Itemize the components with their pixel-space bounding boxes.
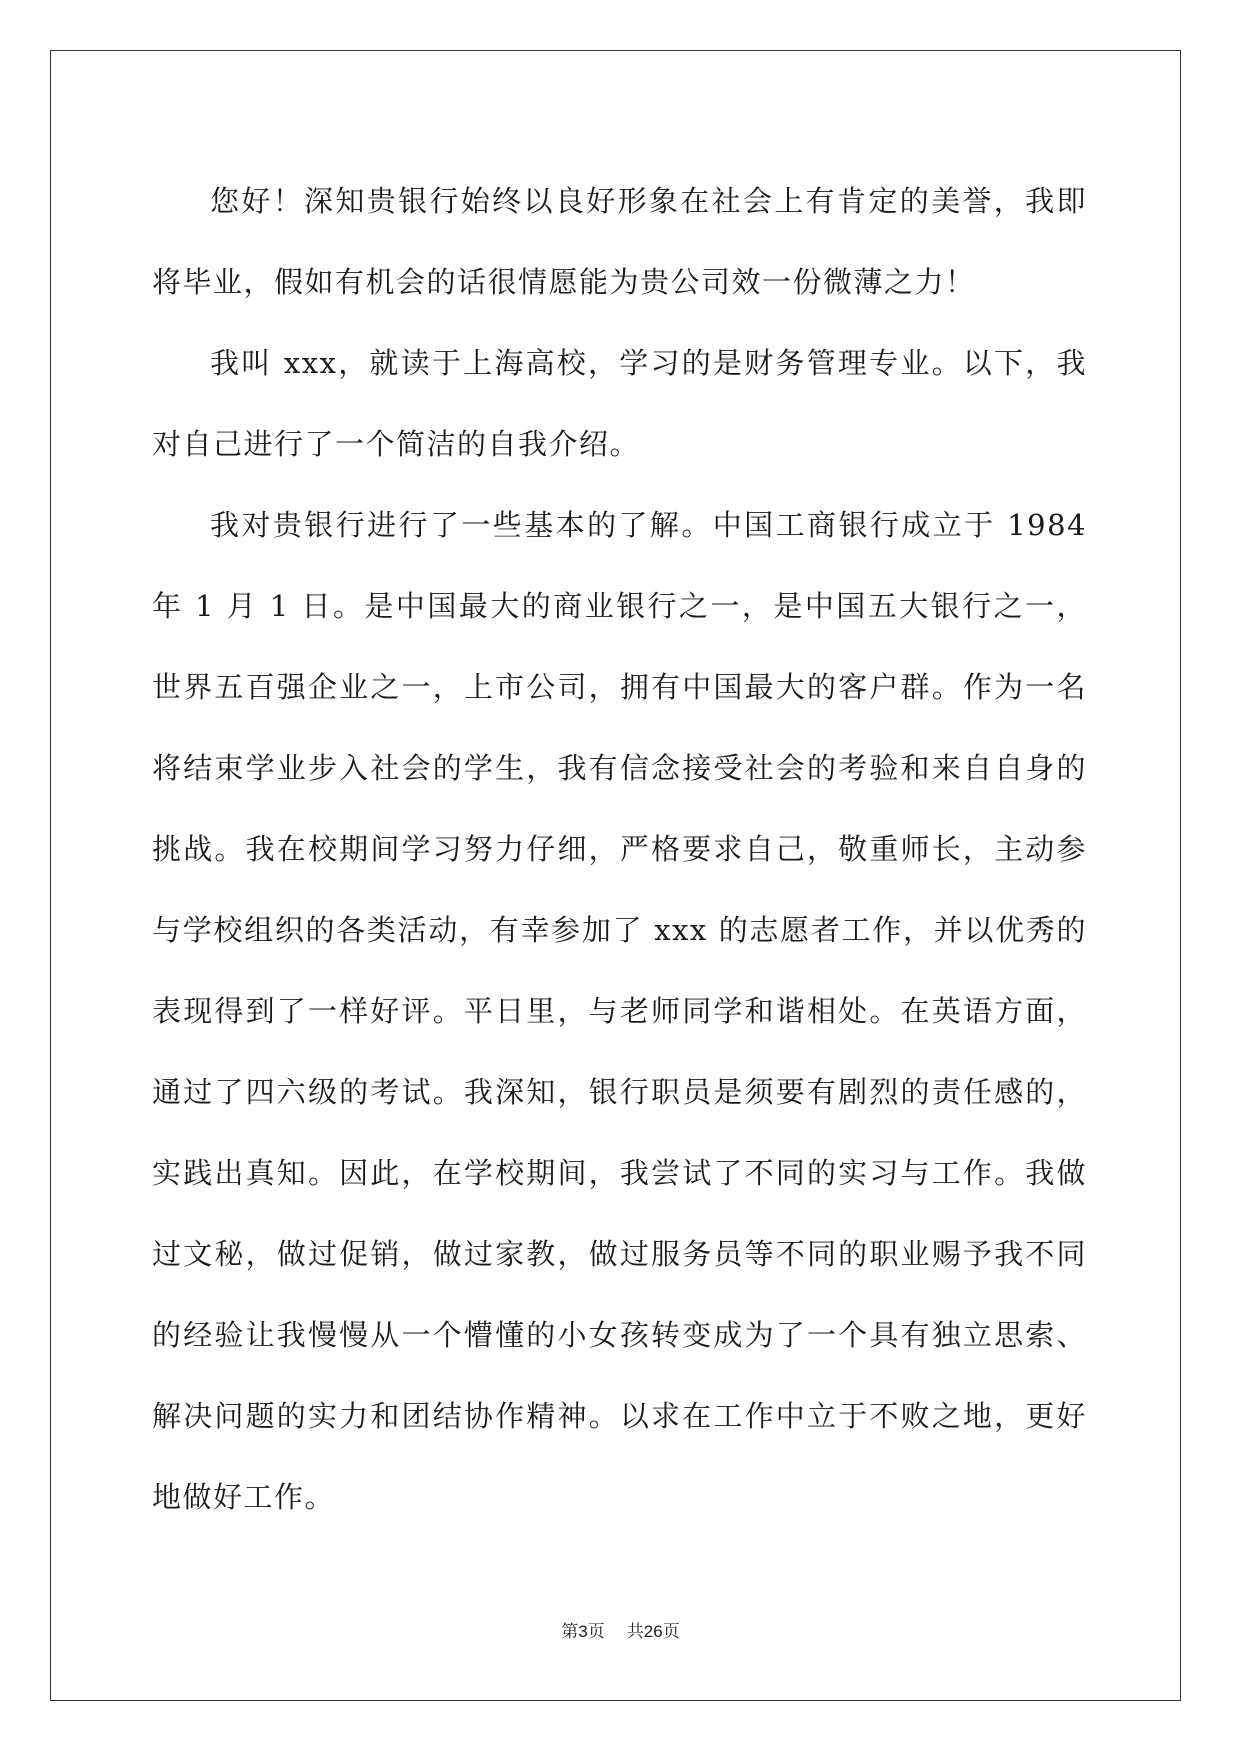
total-prefix: 共 xyxy=(626,1622,644,1642)
paragraph-introduction: 我叫 xxx，就读于上海高校，学习的是财务管理专业。以下，我对自己进行了一个简洁的自我介绍。 xyxy=(152,346,1087,461)
paragraph-bank-experience: 我对贵银行进行了一些基本的了解。中国工商银行成立于 1984 年 1 月 1 日。是中国最大的商业银行之一，是中国五大银行之一，世界五百强企业之一，上市公司，拥有中国最大的客户群。作为一名将结束学业步入社会的学生，我有信念接受社会的考验和来自自身的挑战。我在校期间学习努力仔细，严格要求自己，敬重师长，主动参与学校组织的各类活动，有幸参加了 xxx 的志愿者工作，并以优秀的表现得到了一样好评。平日里，与老师同学和谐相处。在英语方面，通过了四六级的考试。我深知，银行职员是须要有剧烈的责任感的，实践出真知。因此，在学校期间，我尝试了不同的实习与工作。我做过文秘，做过促销，做过家教，做过服务员等不同的职业赐予我不同的经验让我慢慢从一个懵懂的小女孩转变成为了一个具有独立思索、解决问题的实力和团结协作精神。以求在工作中立于不败之地，更好地做好工作。 xyxy=(152,508,1087,1514)
document-body xyxy=(152,161,1087,1538)
page-suffix: 页 xyxy=(587,1622,605,1642)
total-suffix: 页 xyxy=(662,1622,680,1642)
paragraph-greeting: 您好！深知贵银行始终以良好形象在社会上有肯定的美誉，我即将毕业，假如有机会的话很情愿能为贵公司效一份微薄之力！ xyxy=(152,184,1087,299)
page-number: 3 xyxy=(578,1622,588,1641)
page-footer xyxy=(0,1617,1241,1642)
total-pages: 26 xyxy=(643,1622,663,1641)
page-prefix: 第 xyxy=(561,1622,579,1642)
